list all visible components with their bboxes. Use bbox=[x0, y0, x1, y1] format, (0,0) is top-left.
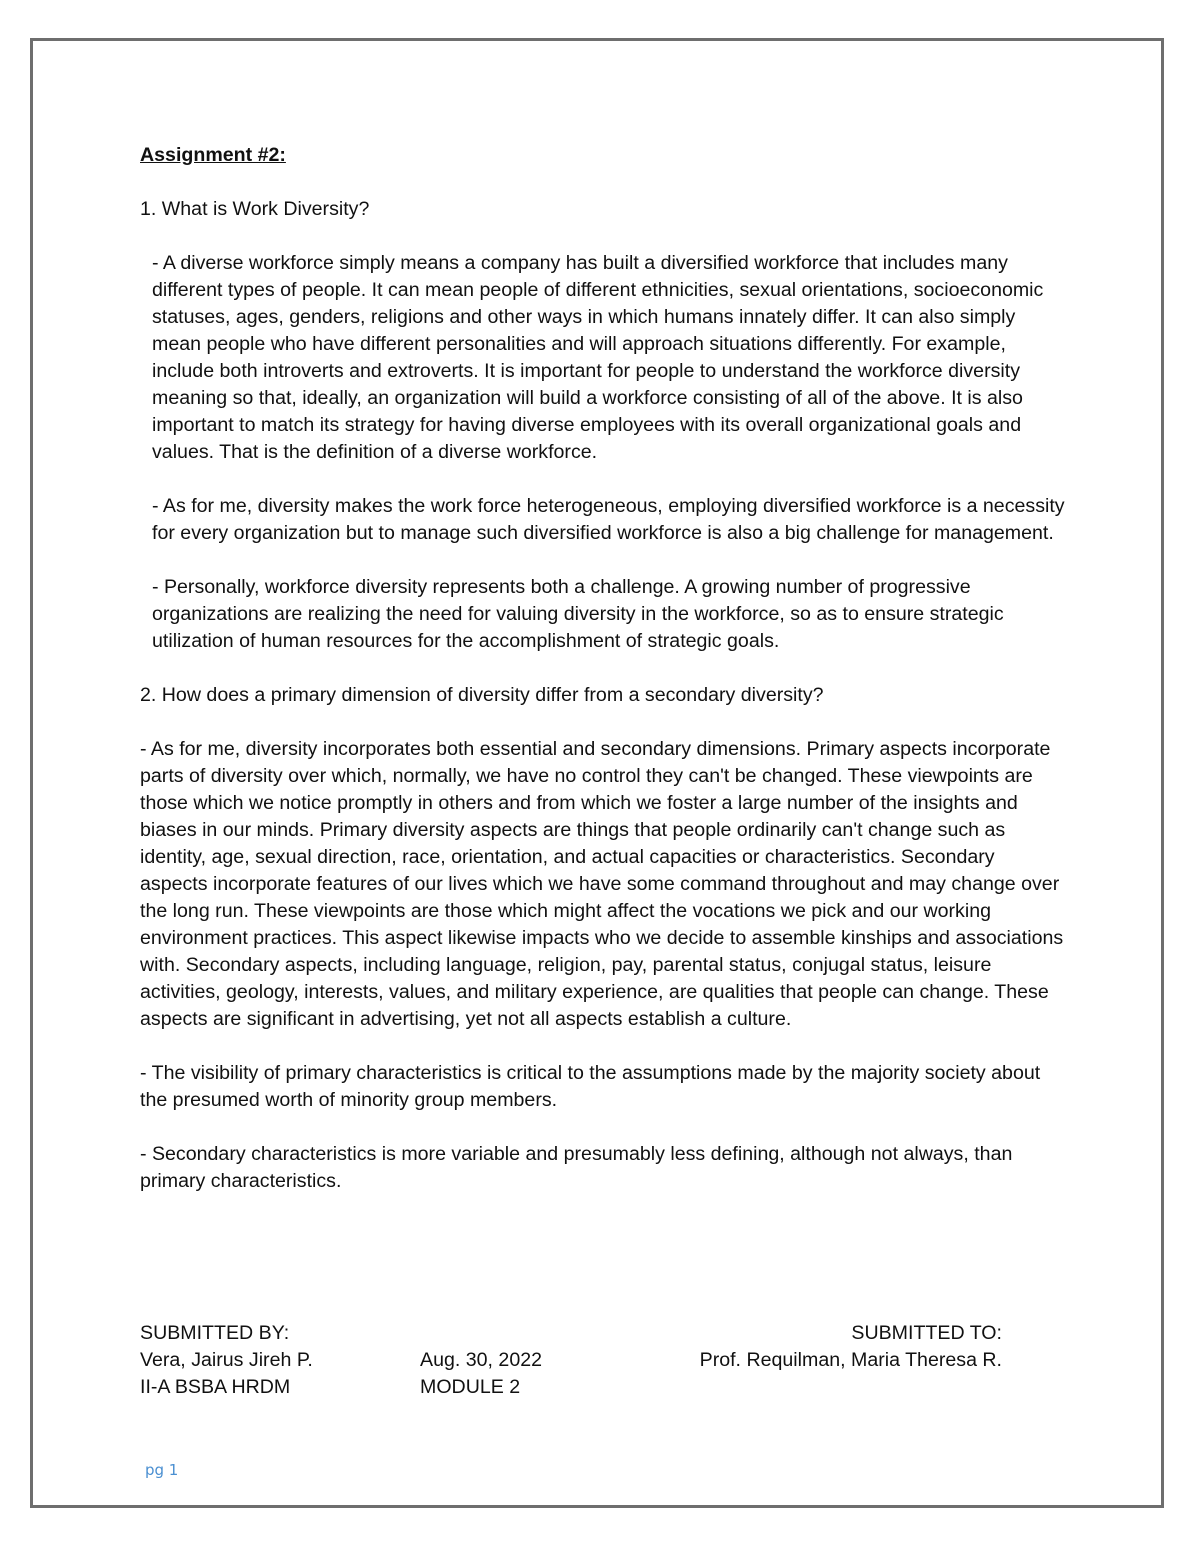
date-module-block bbox=[420, 1347, 542, 1401]
student-name: Vera, Jairus Jireh P. bbox=[140, 1349, 313, 1371]
q2-answer-2: - The visibility of primary characteristics is critical to the assumptions made by the majority society about the presumed worth of minority group members. bbox=[140, 1062, 1046, 1111]
question-1: 1. What is Work Diversity? bbox=[140, 198, 370, 220]
q1-answer-2: - As for me, diversity makes the work force heterogeneous, employing diversified workforce is a necessity for every organization but to manage such diversified workforce is also a big challenge for management. bbox=[152, 495, 1071, 544]
q2-answer-3: - Secondary characteristics is more variable and presumably less defining, although not always, than primary characteristics. bbox=[140, 1143, 1018, 1192]
page-number: pg 1 bbox=[145, 1461, 179, 1479]
professor-name: Prof. Requilman, Maria Theresa R. bbox=[699, 1349, 1002, 1371]
q1-answer-1: - A diverse workforce simply means a company has built a diversified workforce that includes many different types of people. It can mean people of different ethnicities, sexual orientations, socioeconomic statuses, ages, genders, religions and other ways in which humans innately differ. It can also simply mean people who have different personalities and will approach situations differently. For example, include both introverts and extroverts. It is important for people to understand the workforce diversity meaning so that, ideally, an organization will build a workforce consisting of all of the above. It is also important to match its strategy for having diverse employees with its overall organizational goals and values. That is the definition of a diverse workforce. bbox=[152, 252, 1049, 463]
assignment-title: Assignment #2: bbox=[140, 144, 286, 166]
submitted-to-label: SUBMITTED TO: bbox=[851, 1322, 1002, 1344]
submitted-by-label: SUBMITTED BY: bbox=[140, 1322, 290, 1344]
q1-answer-3: - Personally, workforce diversity represents both a challenge. A growing number of progressive organizations are realizing the need for valuing diversity in the workforce, so as to ensure strategic utilization of human resources for the accomplishment of strategic goals. bbox=[152, 576, 1010, 652]
q2-answer-1: - As for me, diversity incorporates both essential and secondary dimensions. Primary aspects incorporate parts of diversity over which, normally, we have no control they can't be changed. These viewpoints are those which we notice promptly in others and from which we foster a large number of the insights and biases in our minds. Primary diversity aspects are things that people ordinarily can't change such as identity, age, sexual direction, race, orientation, and actual capacities or characteristics. Secondary aspects incorporate features of our lives which we have some command throughout and may change over the long run. These viewpoints are those which might affect the vocations we pick and our working environment practices. This aspect likewise impacts who we decide to assemble kinships and associations with. Secondary aspects, including language, religion, pay, parental status, conjugal status, leisure activities, geology, interests, values, and military experience, are qualities that people can change. These aspects are significant in advertising, yet not all aspects establish a culture. bbox=[140, 738, 1069, 1030]
question-2: 2. How does a primary dimension of diversity differ from a secondary diversity? bbox=[140, 684, 824, 706]
submission-date: Aug. 30, 2022 bbox=[420, 1349, 543, 1371]
submitted-by-block bbox=[140, 1320, 313, 1401]
module-label: MODULE 2 bbox=[420, 1376, 521, 1398]
student-class: II-A BSBA HRDM bbox=[140, 1376, 291, 1398]
document-body bbox=[140, 142, 1071, 1195]
submitted-to-block bbox=[700, 1320, 1002, 1374]
